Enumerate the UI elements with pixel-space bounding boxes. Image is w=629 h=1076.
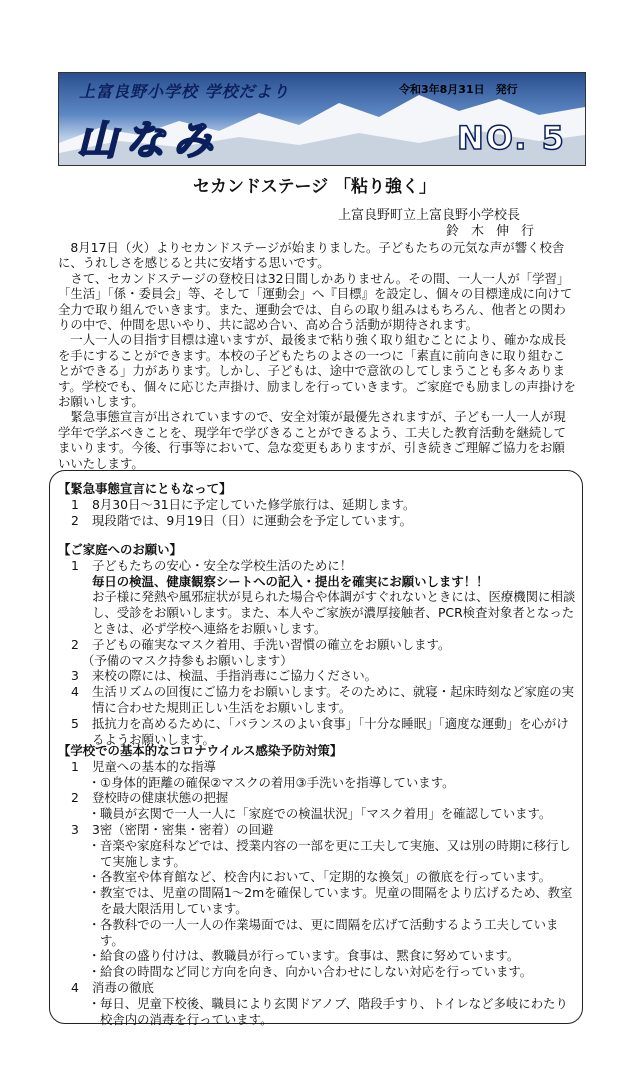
item-text: 児童への基本的な指導	[92, 758, 216, 774]
item-text: 抵抗力を高めるために、「バランスのよい食事」「十分な睡眠」「適度な運動」を心がけるようお願いします。	[92, 715, 569, 747]
list-item: 2 登校時の健康状態の把握	[58, 790, 578, 806]
list-item	[58, 497, 578, 513]
intro-text	[58, 240, 576, 471]
bullet-item: ・ 毎日、児童下校後、職員により玄関ドアノブ、階段手すり、トイレなど多岐にわたり校舎内の消毒を行っています。	[88, 995, 568, 1027]
item-number: 1	[71, 496, 79, 512]
section-heading: 【緊急事態宣言にともなって】	[58, 481, 232, 496]
item-text: 登校時の健康状態の把握	[92, 790, 229, 806]
bullet-item: ・ 各教室や体育館など、校舎内において、「定期的な換気」の徹底を行っています。	[88, 869, 552, 885]
intro-paragraph: さて、セカンドステージの登校日は32日間しかありません。その間、一人一人が「学習」「生活」「係・委員会」等、そして「運動会」へ『目標』を設定し、個々の目標達成に向けて全力で取り組んでいきます。また、運動会では、自らの取り組みはもちろん、他者との関わりの中で、仲間を思いやり、共に認め合い、高め合う活動が期待されます。	[58, 270, 573, 333]
bullet-item: ・ 教室では、児童の間隔1～2mを確保しています。児童の間隔をより広げるため、教室を最大限活用しています。	[88, 885, 573, 916]
author-name: 鈴木伸行	[446, 224, 547, 239]
item-detail: お子様に発熱や風邪症状が見られた場合や体調がすぐれないときには、医療機関に相談し、受診をお願いします。また、本人やご家族が濃厚接触者、PCR検査対象者となったときは、必ず学校へ連絡をお願いします。	[92, 589, 576, 636]
bullet-item: ・ ①身体的距離の確保②マスクの着用③手洗いを指導しています。	[88, 774, 455, 790]
school-newsletter-title: 上富良野小学校 学校だより	[79, 82, 290, 101]
measures-section	[58, 743, 578, 1027]
bullet-item: ・ 音楽や家庭科などでは、授業内容の一部を更に工夫して実施、又は別の時期に移行して実施します。	[88, 837, 571, 869]
article-title: セカンドステージ 「粘り強く」	[192, 177, 437, 197]
item-text: 生活リズムの回復にご協力をお願いします。そのために、就寝・起床時刻など家庭の実情に合わせた規則正しい生活をお願いします。	[92, 684, 574, 715]
section-heading: 【学校での基本的なコロナウイルス感染予防対策】	[58, 743, 343, 758]
item-text: 3密（密閉・密集・密着）の回避	[92, 821, 274, 837]
bullet-item: ・ 給食の盛り付けは、教職員が行っています。食事は、黙食に努めています。	[88, 948, 520, 964]
item-number: 2	[71, 512, 79, 528]
list-item: 5 抵抗力を高めるために、「バランスのよい食事」「十分な睡眠」「適度な運動」を心がけるようお願いします。	[58, 716, 578, 748]
intro-paragraph: 一人一人の目指す目標は違いますが、最後まで粘り強く取り組むことにより、確かな成長を手にすることができます。本校の子どもたちのよさの一つに「素直に前向きに取り組むことができる」力があります。しかし、子どもは、途中で意欲のしてしまうことも多々あります。学校でも、個々に応じた声掛け、励ましを行っていきます。ご家庭でも励ましの声掛けをお願いします。	[58, 332, 576, 410]
list-item: 3 来校の際には、検温、手指消毒にご協力ください。	[58, 668, 578, 684]
list-item: 1 子どもたちの安心・安全な学校生活のために！	[58, 558, 578, 574]
list-item: 1 児童への基本的な指導	[58, 759, 578, 775]
family-section	[58, 542, 578, 747]
author-organization: 上富良野町立上富良野小学校長	[338, 208, 521, 223]
issue-date: 令和3年8月31日 発行	[399, 83, 518, 96]
intro-paragraph: 緊急事態宣言が出されていますので、安全対策が最優先されますが、子ども一人一人が現学年で学ぶべきことを、現学年で学びきることができるよう、工夫した教育活動を継続してまいります。今後、行事等において、急な変更もありますが、引き続きご理解ご協力をお願いいたします。	[58, 409, 567, 471]
emergency-section	[58, 481, 578, 528]
list-item: 4 消毒の徹底	[58, 980, 578, 996]
bullet-item: ・ 給食の時間など同じ方向を向き、向かい合わせにしない対応を行っています。	[88, 964, 533, 980]
list-item: 3 3密（密閉・密集・密着）の回避	[58, 822, 578, 838]
masthead-title: 山なみ	[77, 118, 221, 164]
item-text: 来校の際には、検温、手指消毒にご協力ください。	[92, 668, 377, 684]
bullet-item: ・ 職員が玄関で一人一人に「家庭での検温状況」「マスク着用」を確認しています。	[88, 806, 552, 822]
issue-number: NO. 5	[457, 119, 566, 157]
list-item	[58, 513, 578, 529]
item-text: 子どもの確実なマスク着用、手洗い習慣の確立をお願いします。	[92, 636, 451, 652]
masthead-banner	[58, 72, 586, 166]
item-text: 現段階では、9月19日（日）に運動会を予定しています。	[92, 512, 413, 528]
item-note: （予備のマスク持参もお願いします）	[82, 652, 293, 668]
item-text: 子どもたちの安心・安全な学校生活のために！	[92, 557, 353, 573]
item-emphasis: 毎日の検温、健康観察シートへの記入・提出を確実にお願いします！！	[92, 573, 489, 589]
item-text: 8月30日～31日に予定していた修学旅行は、延期します。	[92, 496, 416, 512]
bullet-item: ・ 各教科での一人一人の作業場面では、更に間隔を広げて活動するよう工夫しています。	[88, 916, 559, 948]
item-text: 消毒の徹底	[92, 979, 154, 995]
list-item: 2 子どもの確実なマスク着用、手洗い習慣の確立をお願いします。	[58, 637, 578, 653]
section-heading: 【ご家庭へのお願い】	[58, 542, 182, 557]
list-item: 4 生活リズムの回復にご協力をお願いします。そのために、就寝・起床時刻など家庭の実情に合わせた規則正しい生活をお願いします。	[58, 684, 578, 716]
intro-paragraph: 8月17日（火）よりセカンドステージが始まりました。子どもたちの元気な声が響く校舎に、うれしさを感じると共に安堵する思いです。	[58, 240, 565, 271]
